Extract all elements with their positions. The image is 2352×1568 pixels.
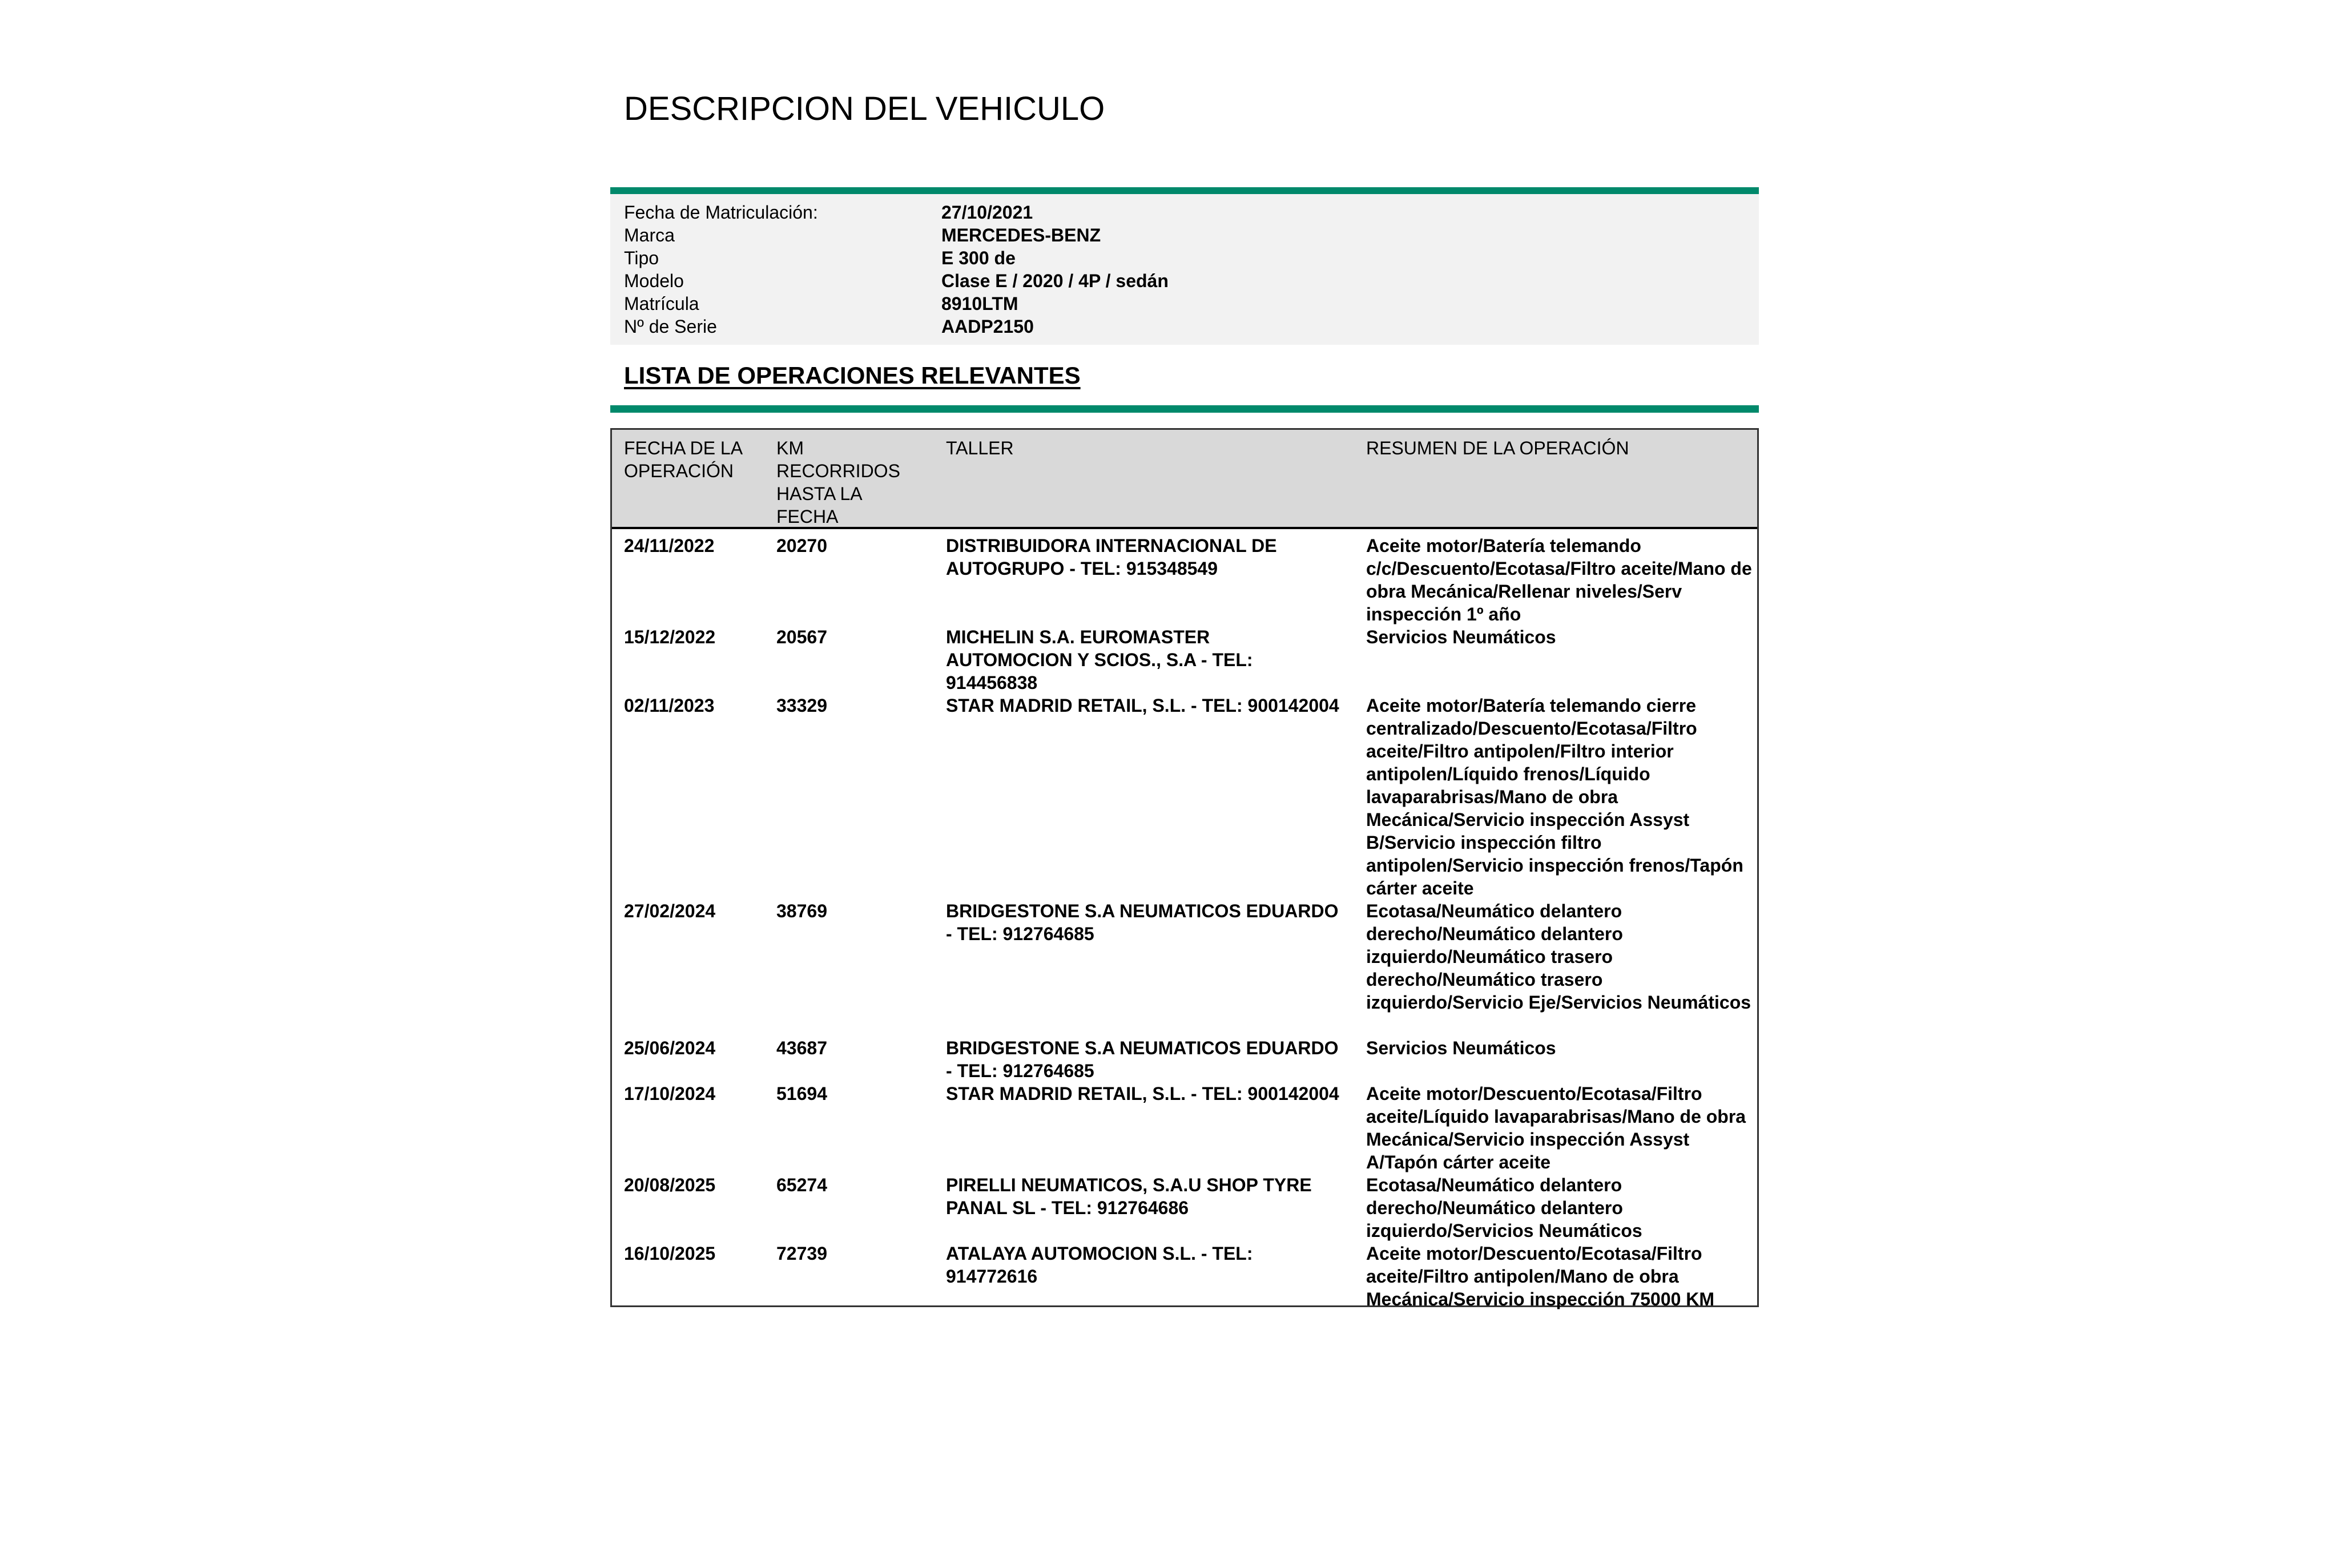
row-km: 38769 bbox=[776, 901, 827, 921]
row-taller: DISTRIBUIDORA INTERNACIONAL DE AUTOGRUPO - TEL: 915348549 bbox=[946, 535, 1277, 579]
row-resumen: Aceite motor/Batería telemando c/c/Descuento/Ecotasa/Filtro aceite/Mano de obra Mecánica/Rellenar niveles/Serv inspección 1º año bbox=[1366, 535, 1752, 624]
vehicle-value: 27/10/2021 bbox=[941, 202, 1033, 223]
row-taller: MICHELIN S.A. EUROMASTER AUTOMOCION Y SCIOS., S.A - TEL: 914456838 bbox=[946, 627, 1253, 693]
operations-title: LISTA DE OPERACIONES RELEVANTES bbox=[624, 362, 1081, 389]
row-taller: BRIDGESTONE S.A NEUMATICOS EDUARDO - TEL: 912764685 bbox=[946, 1038, 1339, 1081]
vehicle-value: AADP2150 bbox=[941, 316, 1034, 337]
row-km: 43687 bbox=[776, 1038, 827, 1058]
operations-divider bbox=[610, 405, 1759, 413]
vehicle-label: Nº de Serie bbox=[624, 316, 717, 337]
row-taller: BRIDGESTONE S.A NEUMATICOS EDUARDO - TEL: 912764685 bbox=[946, 901, 1339, 944]
header-taller: TALLER bbox=[946, 438, 1014, 458]
row-resumen: Ecotasa/Neumático delantero derecho/Neumático delantero izquierdo/Servicios Neumáticos bbox=[1366, 1175, 1642, 1241]
row-date: 17/10/2024 bbox=[624, 1083, 716, 1104]
header-km: KM RECORRIDOS HASTA LA FECHA bbox=[776, 438, 900, 527]
operations-table bbox=[610, 428, 1759, 1307]
row-km: 20567 bbox=[776, 627, 827, 647]
row-date: 02/11/2023 bbox=[624, 695, 715, 716]
vehicle-label: Marca bbox=[624, 225, 675, 245]
vehicle-value: 8910LTM bbox=[941, 293, 1018, 314]
vehicle-value: MERCEDES-BENZ bbox=[941, 225, 1101, 245]
vehicle-label: Tipo bbox=[624, 248, 659, 268]
row-resumen: Ecotasa/Neumático delantero derecho/Neumático delantero izquierdo/Neumático trasero derecho/Neumático trasero izquierdo/Servicio Eje/Servicios Neumáticos bbox=[1366, 901, 1751, 1013]
row-taller: ATALAYA AUTOMOCION S.L. - TEL: 914772616 bbox=[946, 1243, 1253, 1287]
row-resumen: Aceite motor/Descuento/Ecotasa/Filtro aceite/Filtro antipolen/Mano de obra Mecánica/Servicio inspección 75000 KM bbox=[1366, 1243, 1715, 1309]
row-resumen: Aceite motor/Descuento/Ecotasa/Filtro aceite/Líquido lavaparabrisas/Mano de obra Mecánica/Servicio inspección Assyst A/Tapón cárter aceite bbox=[1366, 1083, 1746, 1172]
row-date: 27/02/2024 bbox=[624, 901, 716, 921]
table-header bbox=[612, 430, 1757, 529]
vehicle-label: Fecha de Matriculación: bbox=[624, 202, 818, 223]
row-km: 72739 bbox=[776, 1243, 827, 1264]
row-km: 33329 bbox=[776, 695, 827, 716]
vehicle-details bbox=[610, 194, 1759, 345]
row-date: 24/11/2022 bbox=[624, 535, 715, 556]
row-resumen: Servicios Neumáticos bbox=[1366, 627, 1556, 647]
row-resumen: Servicios Neumáticos bbox=[1366, 1038, 1556, 1058]
header-resumen: RESUMEN DE LA OPERACIÓN bbox=[1366, 438, 1629, 458]
row-date: 20/08/2025 bbox=[624, 1175, 716, 1195]
row-taller: PIRELLI NEUMATICOS, S.A.U SHOP TYRE PANAL SL - TEL: 912764686 bbox=[946, 1175, 1312, 1218]
row-km: 51694 bbox=[776, 1083, 827, 1104]
row-taller: STAR MADRID RETAIL, S.L. - TEL: 900142004 bbox=[946, 695, 1339, 716]
row-date: 25/06/2024 bbox=[624, 1038, 716, 1058]
document-title: DESCRIPCION DEL VEHICULO bbox=[624, 90, 1105, 127]
row-km: 65274 bbox=[776, 1175, 827, 1195]
vehicle-value: Clase E / 2020 / 4P / sedán bbox=[941, 271, 1169, 291]
row-date: 15/12/2022 bbox=[624, 627, 716, 647]
row-taller: STAR MADRID RETAIL, S.L. - TEL: 900142004 bbox=[946, 1083, 1339, 1104]
row-km: 20270 bbox=[776, 535, 827, 556]
row-date: 16/10/2025 bbox=[624, 1243, 716, 1264]
vehicle-label: Modelo bbox=[624, 271, 684, 291]
vehicle-value: E 300 de bbox=[941, 248, 1016, 268]
vehicle-label: Matrícula bbox=[624, 293, 699, 314]
header-date: FECHA DE LA OPERACIÓN bbox=[624, 438, 743, 481]
row-resumen: Aceite motor/Batería telemando cierre centralizado/Descuento/Ecotasa/Filtro aceite/Filtro antipolen/Filtro interior antipolen/Líquido frenos/Líquido lavaparabrisas/Mano de obra Mecánica/Servicio inspección Assyst B/Servicio inspección filtro antipolen/Servicio inspección frenos/Tapón cárter aceite bbox=[1366, 695, 1743, 898]
